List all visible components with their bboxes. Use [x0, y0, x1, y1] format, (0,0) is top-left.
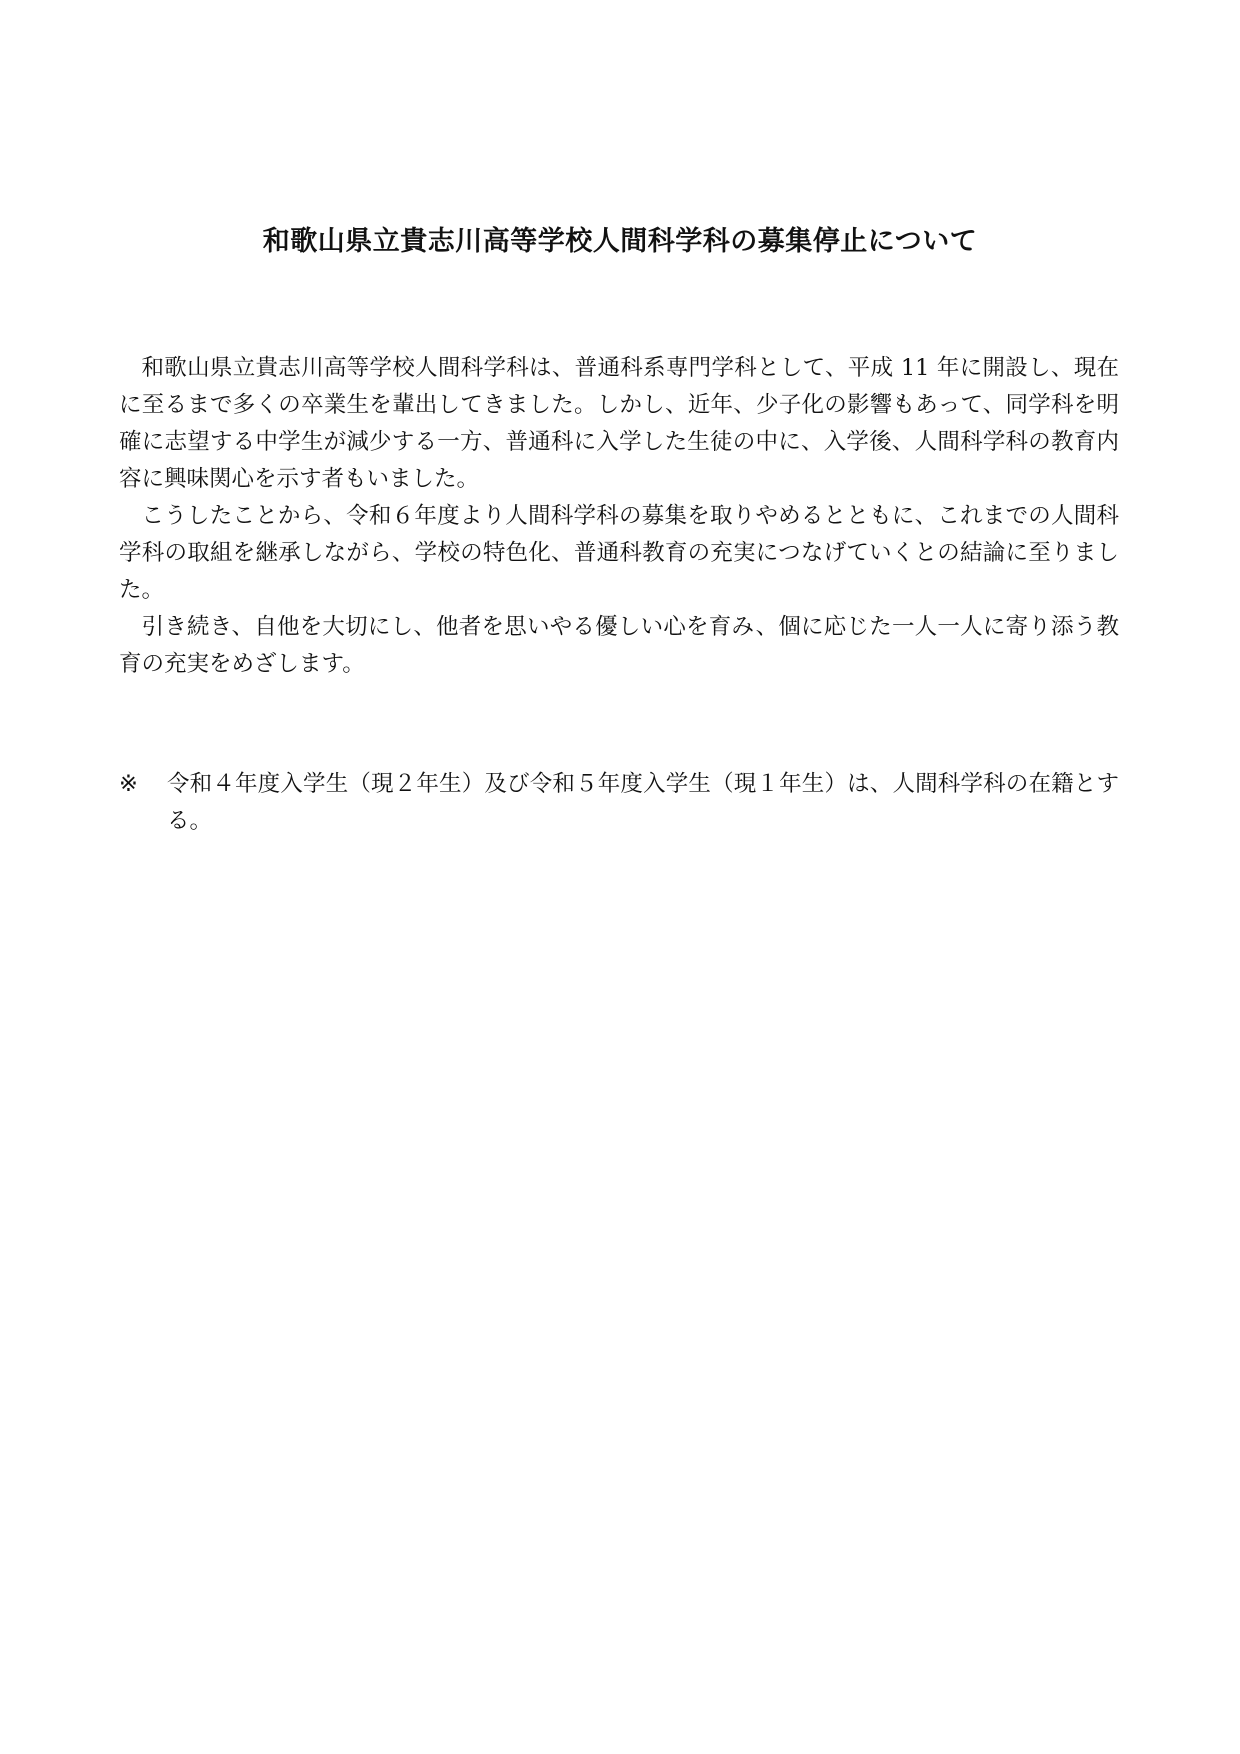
note-text: 令和４年度入学生（現２年生）及び令和５年度入学生（現１年生）は、人間科学科の在籍とする。 [167, 771, 1119, 834]
document-title: 和歌山県立貴志川高等学校人間科学科の募集停止について [262, 226, 978, 257]
paragraph-3: 引き続き、自他を大切にし、他者を思いやる優しい心を育み、個に応じた一人一人に寄り添う教育の充実をめざします。 [119, 614, 1119, 677]
note [119, 766, 1119, 840]
note-mark: ※ [119, 771, 138, 797]
document-body [119, 350, 1119, 683]
paragraph-2: こうしたことから、令和６年度より人間科学科の募集を取りやめるとともに、これまでの人間科学科の取組を継承しながら、学校の特色化、普通科教育の充実につなげていくとの結論に至りました。 [119, 503, 1119, 603]
paragraph-1: 和歌山県立貴志川高等学校人間科学科は、普通科系専門学科として、平成 11 年に開設し、現在に至るまで多くの卒業生を輩出してきました。しかし、近年、少子化の影響もあって、同学科を明確に志望する中学生が減少する一方、普通科に入学した生徒の中に、入学後、人間科学科の教育内容に興味関心を示す者もいました。 [119, 355, 1119, 492]
